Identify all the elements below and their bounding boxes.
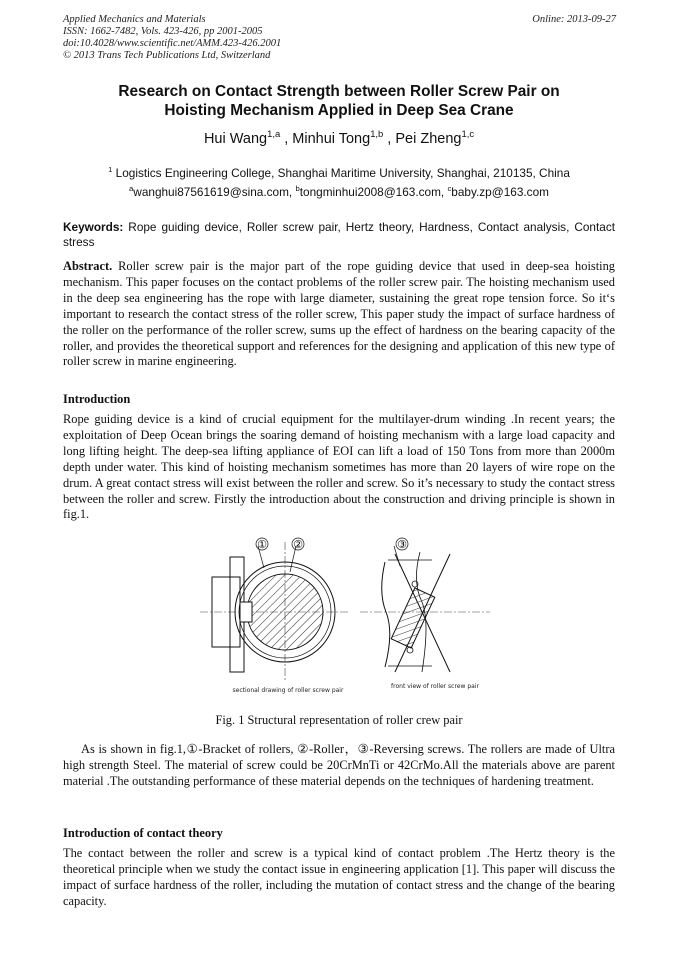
author-sup: 1,a: [267, 128, 281, 140]
abstract: [63, 259, 615, 370]
paragraph-figure-description: As is shown in fig.1,①-Bracket of rollers, ②-Roller，③-Reversing screws. The rollers are made of Ultra high strength Steel. The material of screw could be 20CrMnTi or 42CrMo.All the materials above are parent material .The outstanding performance of these material depends on the techniques of hardening treatment.: [63, 742, 615, 788]
title-line-1: Research on Contact Strength between Roller Screw Pair on: [118, 83, 560, 100]
doi-line: doi:10.4028/www.scientific.net/AMM.423-426.2001: [63, 38, 282, 49]
label-front-view: front view of roller screw pair: [391, 683, 479, 690]
section-heading-introduction: Introduction: [63, 392, 131, 406]
paper-title: [63, 82, 615, 120]
journal-name: Applied Mechanics and Materials: [63, 14, 206, 25]
figure-1: [200, 532, 490, 702]
title-line-2: Hoisting Mechanism Applied in Deep Sea Crane: [164, 102, 514, 119]
keywords-label: Keywords:: [63, 220, 124, 234]
author-sup: 1,b: [370, 128, 384, 140]
affiliation-sup: 1: [108, 165, 113, 175]
journal-header: [63, 14, 281, 62]
introduction-paragraph: Rope guiding device is a kind of crucial equipment for the multilayer-drum winding .In recent years; the exploitation of Deep Ocean brings the soaring demand of hoisting mechanism with a large load capacity and long lifting height. The deep-sea lifting appliance of EOI can lift a load of 150 Tons from more than 2000m depth under water. This kind of hoisting mechanism sometimes has more than 20 layers of wire rope on the drum. A great contact stress will exist between the roller and screw. So it’s necessary to study the contact stress between the roller and screw. Firstly the introduction about the construction and driving principle is shown in fig.1.: [63, 412, 615, 522]
email-sup: b: [295, 184, 300, 194]
contact-theory-paragraph: The contact between the roller and screw is a typical kind of contact problem .The Hertz theory is the theoretical principle when we study the contact issue in engineering application [1]. This paper will discuss the impact of surface hardness of the roller, including the mutation of contact stress and the change of the bearing capacity.: [63, 846, 615, 908]
author-name: Minhui Tong: [292, 131, 371, 147]
figure-marker-2: ②: [293, 538, 303, 551]
author-name: Hui Wang: [203, 131, 268, 147]
email-line: [63, 183, 615, 202]
author-sup: 1,c: [461, 128, 475, 140]
author-list: [63, 128, 615, 147]
author-separator: ,: [383, 131, 396, 147]
label-sectional: sectional drawing of roller screw pair: [232, 687, 344, 694]
email-link[interactable]: baby.zp@163.com: [451, 185, 549, 199]
sectional-drawing: [200, 538, 350, 694]
abstract-label: Abstract.: [63, 259, 113, 273]
section-heading-contact-theory: Introduction of contact theory: [63, 826, 223, 840]
issn-line: ISSN: 1662-7482, Vols. 423-426, pp 2001-2005: [63, 26, 263, 37]
keywords-text: Rope guiding device, Roller screw pair, Hertz theory, Hardness, Contact analysis, Contact stress: [63, 220, 615, 249]
email-link[interactable]: tongminhui2008@163.com,: [299, 185, 448, 199]
keywords: [63, 220, 615, 250]
figure-marker-1: ①: [257, 538, 267, 551]
affiliation: [63, 164, 615, 183]
author-name: Pei Zheng: [395, 131, 462, 147]
online-date: Online: 2013-09-27: [532, 14, 616, 25]
figure-marker-3: ③: [397, 538, 407, 551]
front-view-drawing: [360, 538, 490, 690]
affiliation-block: [63, 164, 615, 202]
copyright-line: © 2013 Trans Tech Publications Ltd, Switzerland: [63, 50, 271, 61]
abstract-text: Roller screw pair is the major part of the rope guiding device that used in deep-sea hoisting mechanism. This paper focuses on the contact problems of the roller screw pair. The hoisting mechanism used in the deep sea engineering has the rope with large diameter, sustaining the great rope tension force. So it‘s important to research the contact stress of the roller screw, This paper study the impact of surface hardness of the roller on the performance of the roller screw, sums up the effect of hardness on the bearing capacity of the roller, and provides the theoretical support and references for the designing and application of this new type of roller screw in marine engineering.: [63, 259, 615, 369]
email-sup: a: [129, 184, 134, 194]
figure-caption: Fig. 1 Structural representation of roller crew pair: [215, 713, 463, 727]
email-sup: c: [447, 184, 452, 194]
affiliation-text: Logistics Engineering College, Shanghai Maritime University, Shanghai, 210135, China: [115, 166, 570, 180]
author-separator: ,: [280, 131, 293, 147]
email-link[interactable]: wanghui87561619@sina.com,: [133, 185, 296, 199]
